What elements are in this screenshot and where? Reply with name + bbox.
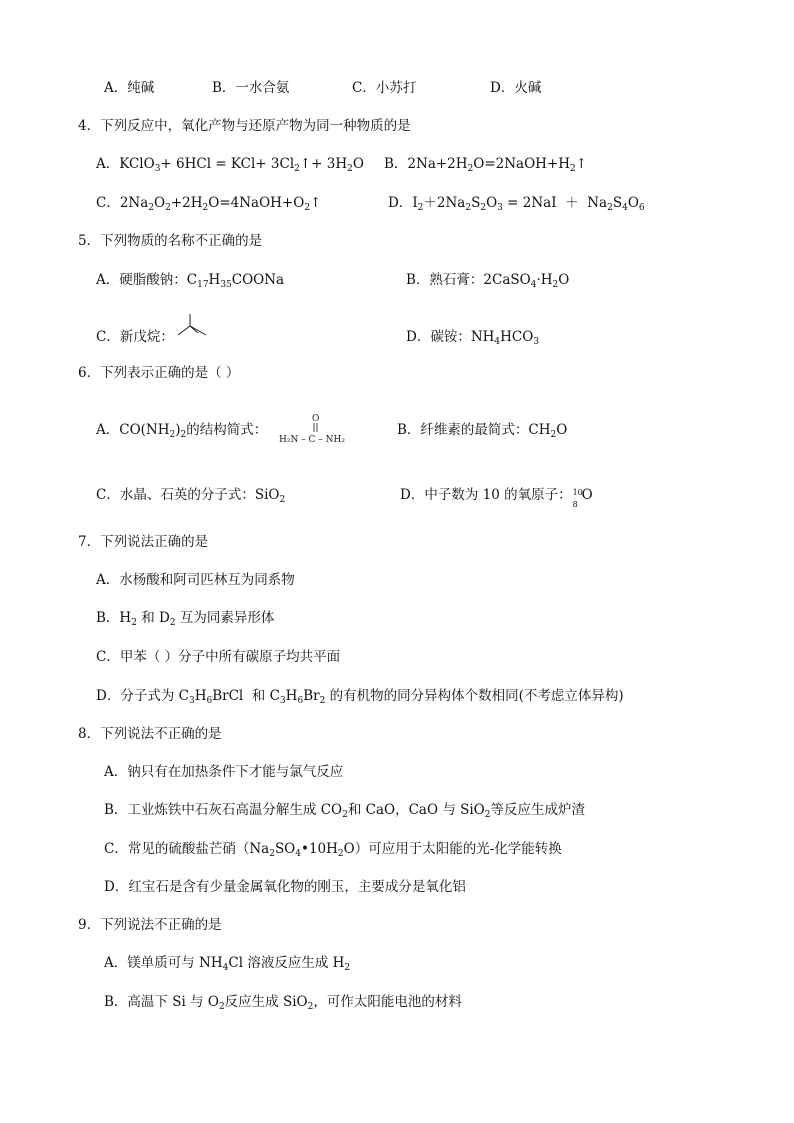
q6-option-c: C．水晶、石英的分子式：SiO$_2$ xyxy=(96,487,286,505)
q4-option-a: A．KClO$_3$+ $6HCl = KCl+ 3Cl_2↑+ 3H_2O$ xyxy=(96,156,364,174)
q9-stem: 9．下列说法不正确的是 xyxy=(78,917,222,933)
neopentane-skeletal-structure xyxy=(176,312,210,338)
q5-option-b: B．熟石膏：$2CaSO_4\cdot H_2O$ xyxy=(406,272,570,290)
svg-text:O: O xyxy=(312,414,320,424)
q3-option-b: B．一水合氨 xyxy=(212,80,290,96)
svg-text:H₂N – C – NH₂: H₂N – C – NH₂ xyxy=(279,435,345,445)
q3-option-d: D．火碱 xyxy=(490,80,542,96)
oxygen-nuclide-symbol: 10 8 xyxy=(572,487,583,509)
q9-option-a: A．镁单质可与 $NH_4Cl$ 溶液反应生成 $H_2$ xyxy=(104,955,351,973)
q5-stem: 5．下列物质的名称不正确的是 xyxy=(78,233,263,249)
q8-option-c: C．常见的硫酸盐芒硝$(Na_2SO_4•10H_2O)$可应用于太阳能的光-化学能转换 xyxy=(104,841,562,859)
q8-option-b: B．工业炼铁中石灰石高温分解生成 $CO_2$和 CaO，CaO 与 SiO$_2$等反应生成炉渣 xyxy=(104,802,585,820)
q8-option-a: A．钠只有在加热条件下才能与氯气反应 xyxy=(104,764,344,780)
q5-option-c: C．新戊烷： xyxy=(96,329,174,345)
urea-structural-formula xyxy=(278,412,358,446)
q5-option-a: A．硬脂酸钠：$C_{17}H_{35}COONa$ xyxy=(96,272,285,290)
q4-stem: 4．下列反应中，氧化产物与还原产物为同一种物质的是 xyxy=(78,118,411,134)
q7-option-c: C．甲苯（ ）分子中所有碳原子均共平面 xyxy=(96,649,341,665)
q7-stem: 7．下列说法正确的是 xyxy=(78,534,209,550)
q8-option-d: D．红宝石是含有少量金属氧化物的刚玉，主要成分是氧化铝 xyxy=(104,879,466,895)
q3-option-c: C．小苏打 xyxy=(352,80,417,96)
q7-option-b: B．$H_2$ 和 $D_2$ 互为同素异形体 xyxy=(96,610,275,628)
q8-stem: 8．下列说法不正确的是 xyxy=(78,726,222,742)
q7-option-a: A．水杨酸和阿司匹林互为同系物 xyxy=(96,572,295,588)
q6-option-a: A．$CO(NH_2)_2$的结构简式： xyxy=(96,422,268,440)
q4-option-b: B．$2Na+2H_2O=2NaOH+H_2↑$ xyxy=(384,156,588,174)
q6-option-b: B．纤维素的最简式：$CH_2O$ xyxy=(397,422,568,440)
q7-option-d: D．分子式为 $C_3H_6BrCl$ 和 $C_3H_6Br_2$ 的有机物的同分异构体个数相同(不考虑立体异构) xyxy=(96,688,624,706)
q6-option-d: D．中子数为 10 的氧原子： 10 8 O xyxy=(400,487,593,509)
q4-option-d: D．$I_2+2Na_2S_2O_3 = 2NaI + Na_2S_4O_6$ xyxy=(388,195,645,213)
q9-option-b: B．高温下 Si 与 $O_2$反应生成 SiO$_2$，可作太阳能电池的材料 xyxy=(104,994,462,1012)
q6-stem: 6．下列表示正确的是（ ） xyxy=(78,365,240,381)
q3-option-a: A．纯碱 xyxy=(104,80,155,96)
q4-option-c: C．$2Na_2O_2+2H_2O=4NaOH+O_2↑$ xyxy=(96,195,322,213)
q5-option-d: D．碳铵：$NH_4HCO_3$ xyxy=(406,329,540,347)
